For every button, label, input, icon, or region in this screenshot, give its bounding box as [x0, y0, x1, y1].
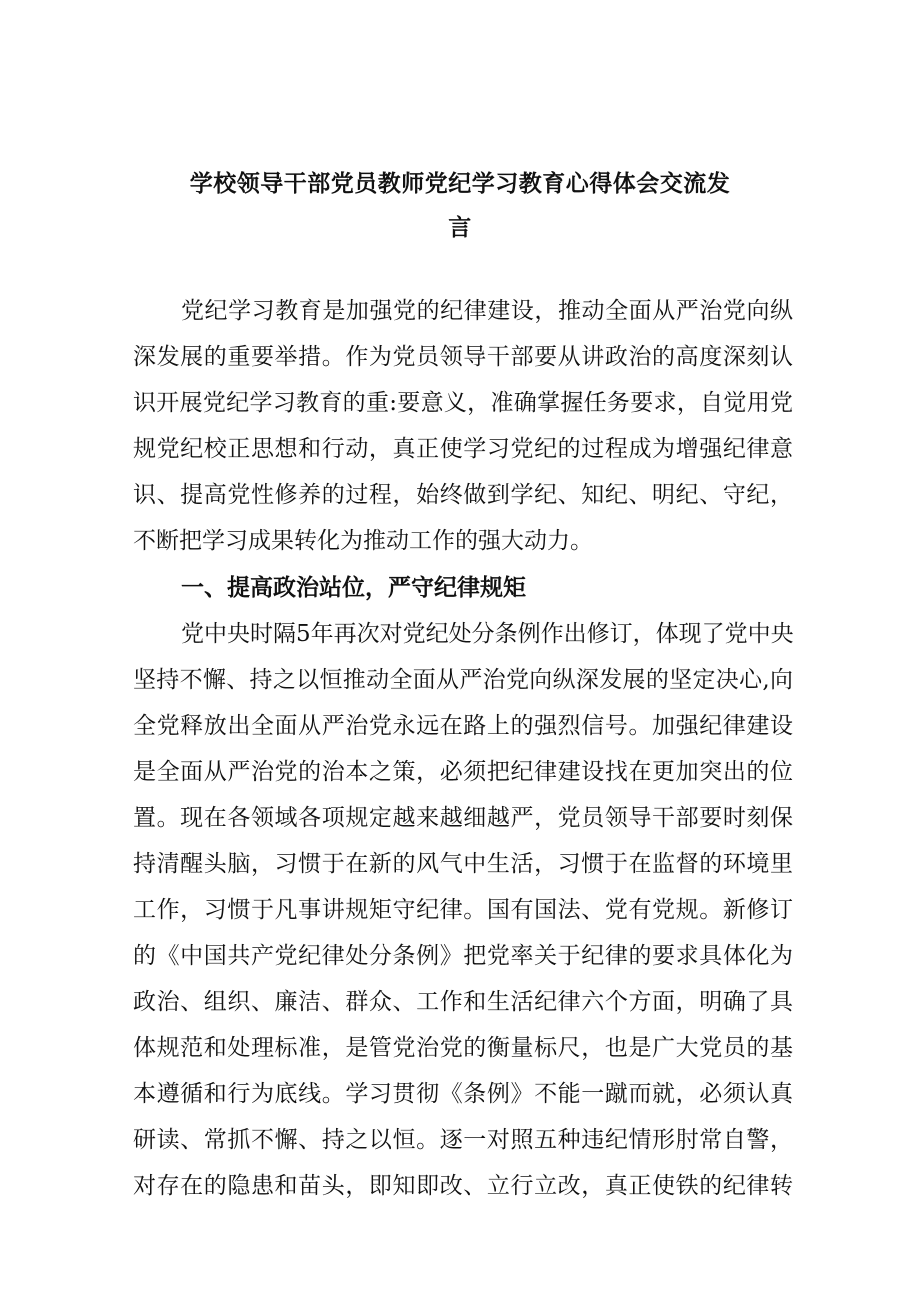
paragraph-line: 持清醒头脑，习惯于在新的风气中生活，习惯于在监督的环境里 — [133, 851, 793, 877]
paragraph-line: 识开展党纪学习教育的重:要意义，准确掌握任务要求，自觉用党 — [133, 390, 793, 416]
paragraph-line: 本遵循和行为底线。学习贯彻《条例》不能一蹴而就，必须认真 — [133, 1081, 793, 1107]
paragraph-line: 政治、组织、廉洁、群众、工作和生活纪律六个方面，明确了具 — [133, 989, 793, 1015]
paragraph-line: 研读、常抓不懈、持之以恒。逐一对照五种违纪情形肘常自警， — [133, 1127, 793, 1153]
paragraph-line: 对存在的隐患和苗头，即知即改、立行立改，真正使铁的纪律转 — [133, 1173, 793, 1199]
document-title-line-1: 学校领导干部党员教师党纪学习教育心得体会交流发 — [189, 171, 731, 197]
paragraph-line: 体规范和处理标准，是管党治党的衡量标尺，也是广大党员的基 — [133, 1035, 793, 1061]
paragraph-line: 不断把学习成果转化为推动工作的强大动力。 — [133, 528, 593, 554]
paragraph-line: 规党纪校正思想和行动，真正使学习党纪的过程成为增强纪律意 — [133, 436, 793, 462]
paragraph-line: 置。现在各领域各项规定越来越细越严，党员领导干部要时刻保 — [133, 805, 793, 831]
paragraph-line: 坚持不懈、持之以恒推动全面从严治党向纵深发展的坚定决心,向 — [133, 667, 793, 693]
paragraph-line: 深发展的重要举措。作为党员领导干部要从讲政治的高度深刻认 — [133, 344, 793, 370]
paragraph-line: 党中央时隔5年再次对党纪处分条例作出修订，体现了党中央 — [181, 621, 794, 647]
paragraph-line: 党纪学习教育是加强党的纪律建设，推动全面从严治党向纵 — [181, 298, 793, 324]
paragraph-line: 全党释放出全面从严治党永远在路上的强烈信号。加强纪律建设 — [133, 713, 793, 739]
document-title-line-2: 言 — [448, 215, 472, 241]
paragraph-line: 工作，习惯于凡事讲规矩守纪律。国有国法、党有党规。新修订 — [133, 897, 793, 923]
section-heading: 一、提高政治站位，严守纪律规矩 — [181, 575, 526, 601]
paragraph-line: 的《中国共产党纪律处分条例》把党率关于纪律的要求具体化为 — [133, 943, 793, 969]
paragraph-line: 识、提高党性修养的过程，始终做到学纪、知纪、明纪、守纪， — [133, 482, 793, 508]
paragraph-line: 是全面从严治党的治本之策，必须把纪律建设找在更加突出的位 — [133, 759, 793, 785]
